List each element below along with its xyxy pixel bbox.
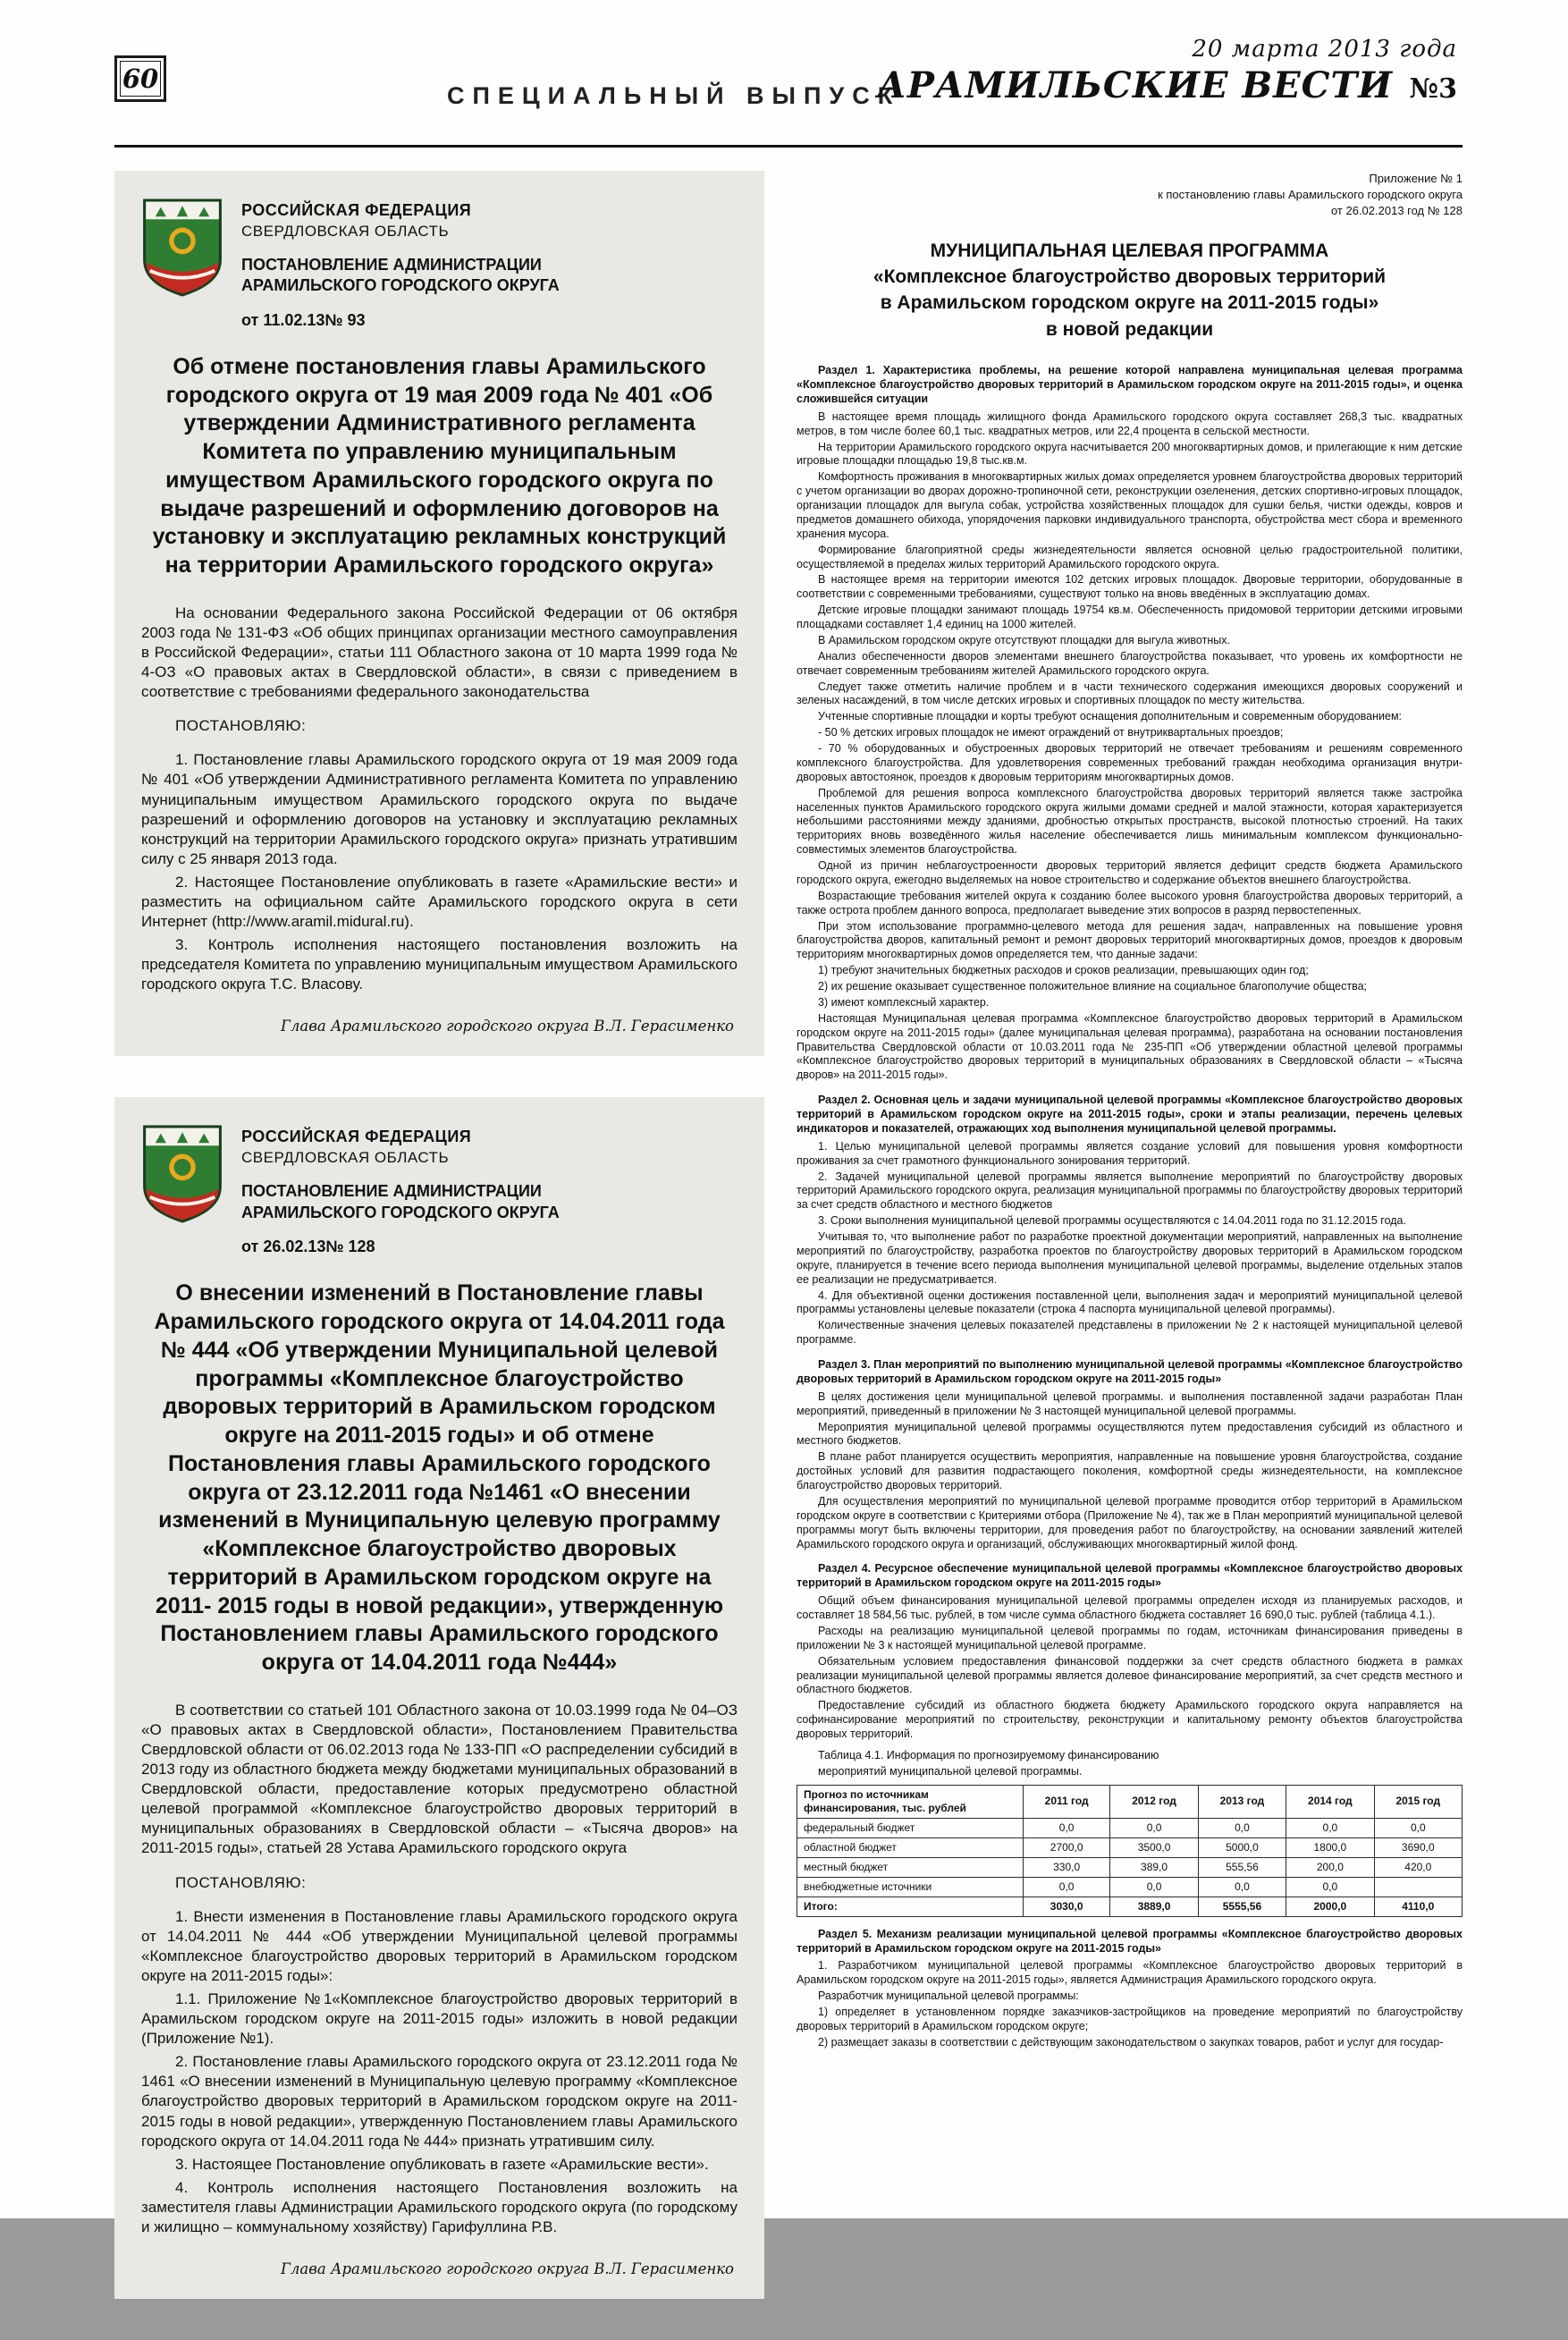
paragraph: В целях достижения цели муниципальной целевой программы. и выполнения поставленной задачи разработан План мероприятий, приведенный в приложении № 3 настоящей муниципальной целевой программы. xyxy=(797,1390,1463,1417)
section-2 xyxy=(797,1094,1463,1347)
table-cell: 2000,0 xyxy=(1286,1896,1374,1916)
table-caption-line: Таблица 4.1. Информация по прогнозируемому финансированию xyxy=(818,1748,1159,1761)
paragraph: 2) их решение оказывает существенное положительное влияние на социальное благополучие общества; xyxy=(818,980,1368,993)
signature-line: Глава Арамильского городского округа В.Л. Герасименко xyxy=(281,2260,734,2278)
table-cell: 2013 год xyxy=(1198,1785,1286,1818)
table-cell: 5555,56 xyxy=(1198,1896,1286,1916)
section-header: Раздел 4. Ресурсное обеспечение муниципальной целевой программы «Комплексное благоустройство дворовых территорий в Арамильском городском округе на 2011-2015 годы» xyxy=(797,1562,1463,1590)
left-column xyxy=(114,171,764,2340)
paragraph: - 70 % оборудованных и обустроенных дворовых территорий не отвечает требованиям и решениям современного комплексного благоустройства. Для удовлетворения современных требований граждан необходима организация внутри-дворовых автостоянок, проездов к дворовым территориям многоквартирных домов. xyxy=(797,742,1463,783)
table-cell: 0,0 xyxy=(1110,1877,1198,1896)
decree-date-number: от 11.02.13№ 93 xyxy=(241,310,366,329)
paragraph: Мероприятия муниципальной целевой программы осуществляются путем предоставления субсидий из областного и местного бюджетов. xyxy=(797,1420,1463,1448)
header-rule xyxy=(114,145,1463,148)
table-cell: Итого: xyxy=(797,1896,1024,1916)
decree-region: СВЕРДЛОВСКАЯ ОБЛАСТЬ xyxy=(241,1149,450,1167)
annex-line: к постановлению главы Арамильского городского округа xyxy=(1158,188,1463,202)
paragraph: Для осуществления мероприятий по муниципальной целевой программе проводится отбор территорий в Арамильском городском округе в соответствии с Критериями отбора (Приложение № 4), так же в План мероприятий муниципальной целевой программы могут быть включены территории, для проведения работ по благоустройству, на основании заявлений жителей Арамильского городского округа и организаций, обслуживающих многоквартирный жилой фонд. xyxy=(797,1494,1463,1550)
paragraph: Обязательным условием предоставления финансовой поддержки за счет средств областного бюджета в рамках реализации муниципальной целевой программы является долевое финансирование мероприятий, за счет средств местного и областного бюджетов. xyxy=(797,1654,1463,1696)
table-cell: 2014 год xyxy=(1286,1785,1374,1818)
table-cell: 3030,0 xyxy=(1023,1896,1109,1916)
decree-128 xyxy=(114,1097,764,2299)
section-header: Раздел 2. Основная цель и задачи муниципальной целевой программы «Комплексное благоустройство дворовых территорий в Арамильском городском округе на 2011-2015 годы», сроки и этапы реализации, перечень целевых индикаторов и показателей, отражающих ход выполнения муниципальной целевой программы. xyxy=(797,1094,1463,1135)
paragraph: Настоящая Муниципальная целевая программа «Комплексное благоустройство дворовых территорий в Арамильском городском округе на 2011-2015 годы» (далее муниципальная целевая программа), разработана на основании постановления Правительства Свердловской области от 10.03.2011 года № 235-ПП «Об утверждении областной целевой программы «Комплексное благоустройство дворовых территорий в муниципальных образованиях в Свердловской области – «Тысяча дворов» на 2011-2015 годы». xyxy=(797,1011,1463,1082)
paragraph: 3) имеют комплексный характер. xyxy=(818,995,990,1009)
section-body xyxy=(797,1140,1463,1347)
paragraph: 2) размещает заказы в соответствии с действующим законодательством о закупках товаров, работ и услуг для государ- xyxy=(818,2035,1444,2049)
decree-body xyxy=(141,604,738,995)
table-cell: 1800,0 xyxy=(1286,1837,1374,1857)
annex-line: Приложение № 1 xyxy=(1369,172,1463,185)
section-body xyxy=(797,1390,1463,1552)
table-row xyxy=(797,1818,1463,1837)
decree-93 xyxy=(114,171,764,1056)
decree-head-text xyxy=(241,198,617,330)
page-number-box xyxy=(114,55,166,102)
paragraph: При этом использование программно-целевого метода для решения задач, направленных на повышение уровня благоустройства дворов, капитальный ремонт и ремонт дворовых территорий многоквартирных домов, проездов к дворовым территориям многоквартирных домов определяется тем, что данные задачи: xyxy=(797,919,1463,961)
paragraph: Предоставление субсидий из областного бюджета бюджету Арамильского городского округа направляется на софинансирование мероприятий по строительству, реконструкции и капитальному ремонту объектов благоустройства дворовых территорий. xyxy=(797,1699,1463,1740)
special-issue-label: СПЕЦИАЛЬНЫЙ ВЫПУСК xyxy=(447,82,901,109)
paragraph: Разработчик муниципальной целевой программы: xyxy=(818,1989,1079,2003)
table-cell: 4110,0 xyxy=(1374,1896,1462,1916)
paragraph: В настоящее время площадь жилищного фонда Арамильского городского округа составляет 268,3 тыс. квадратных метров, в том числе более 60,1 тыс. квадратных метров, или 22,4 процента в сельской местности. xyxy=(797,410,1463,437)
paragraph: Проблемой для решения вопроса комплексного благоустройства дворовых территорий является также застройка населенных пунктов Арамильского городского округа жилыми домами средней и малой этажности, которая характеризуется небольшими расстояниями между зданиями, дробностью открытых пространств, высокой плотностью строений. На таких территориях вновь возведённого жилья население обеспечивается лишь минимальным комплексом функционально-совместимых элементов благоустройства. xyxy=(797,786,1463,857)
masthead-date: 20 марта 2013 года xyxy=(1192,36,1457,63)
table-cell: 389,0 xyxy=(1110,1857,1198,1877)
paragraph: ПОСТАНОВЛЯЮ: xyxy=(175,717,307,735)
table-caption-line: мероприятий муниципальной целевой программы. xyxy=(818,1764,1083,1778)
right-column xyxy=(797,171,1463,2052)
table-cell xyxy=(1374,1877,1462,1896)
decree-date-number: от 26.02.13№ 128 xyxy=(241,1238,375,1256)
table-cell: 555,56 xyxy=(1198,1857,1286,1877)
program-title xyxy=(797,238,1463,343)
paragraph: 4. Для объективной оценки достижения поставленной цели, выполнения задач и мероприятий муниципальной целевой программы установлены целевые показатели (строка 4 паспорта муниципальной целевой программы). xyxy=(797,1288,1463,1316)
program-title-line: в новой редакции xyxy=(1045,318,1214,340)
table-cell: 3500,0 xyxy=(1110,1837,1198,1857)
paragraph: Возрастающие требования жителей округа к созданию более высокого уровня благоустройства дворовых территорий, а также острота проблем данного вопроса, предполагает выведение этих вопросов в разряд первостепенных. xyxy=(797,889,1463,917)
paragraph: Одной из причин неблагоустроенности дворовых территорий является дефицит средств бюджета Арамильского городского округа, ежегодно выделяемых на новое строительство и содержание объектов внешнего благоустройства. xyxy=(797,859,1463,886)
annex-reference xyxy=(797,171,1463,220)
masthead xyxy=(877,36,1457,106)
table-cell: 3889,0 xyxy=(1110,1896,1198,1916)
paragraph: 2. Настоящее Постановление опубликовать в газете «Арамильские вести» и разместить на официальном сайте Арамильского городского округа в сети Интернет (http://www.aramil.midural.ru). xyxy=(141,873,738,931)
section-1 xyxy=(797,364,1463,1083)
section-header: Раздел 1. Характеристика проблемы, на решение которой направлена муниципальная целевая программа «Комплексное благоустройство дворовых территорий в Арамильском городском округе на 2011-2015 годы», и оценка сложившейся ситуации xyxy=(797,364,1463,405)
section-body xyxy=(797,1959,1463,2049)
table-row xyxy=(797,1896,1463,1916)
content-columns xyxy=(114,171,1463,2340)
table-cell: 5000,0 xyxy=(1198,1837,1286,1857)
decree-country: РОССИЙСКАЯ ФЕДЕРАЦИЯ xyxy=(241,201,472,219)
paragraph: Детские игровые площадки занимают площадь 19754 кв.м. Обеспеченность придомовой территории детскими игровыми площадками составляет 1,4 единиц на 1000 жителей. xyxy=(797,604,1463,630)
table-row xyxy=(797,1857,1463,1877)
table-header-row xyxy=(797,1785,1463,1818)
program-title-line: в Арамильском городском округе на 2011-2015 годы» xyxy=(880,292,1379,314)
paragraph: В соответствии со статьей 101 Областного закона от 10.03.1999 года № 04–ОЗ «О правовых актах в Свердловской области», Постановлением Правительства Свердловской области от 06.02.2013 года № 133-ПП «О распределении субсидий в 2013 году из областного бюджета между бюджетами муниципальных образований в Свердловской области, предоставление которых предусмотрено областной целевой программой «Комплексное благоустройство дворовых территорий в муниципальных образованиях в Свердловской области – «Тысяча дворов» на 2011-2015 годы», статьей 28 Устава Арамильского городского округа xyxy=(141,1701,738,1857)
paragraph: На основании Федерального закона Российской Федерации от 06 октября 2003 года № 131-ФЗ «Об общих принципах организации местного самоуправления в Российской Федерации», статьи 111 Областного закона от 10 марта 1999 года № 4-ОЗ «О правовых актах в Свердловской области», в связи с приведением в соответствие с требованиями федерального законодательства xyxy=(141,604,738,701)
decree-org: ПОСТАНОВЛЕНИЕ АДМИНИСТРАЦИИ АРАМИЛЬСКОГО ГОРОДСКОГО ОКРУГА xyxy=(241,256,560,295)
section-body xyxy=(797,1594,1463,1742)
program-title-line: МУНИЦИПАЛЬНАЯ ЦЕЛЕВАЯ ПРОГРАММА xyxy=(930,240,1329,261)
table-cell: 3690,0 xyxy=(1374,1837,1462,1857)
paragraph: 4. Контроль исполнения настоящего Постановления возложить на заместителя главы Администрации Арамильского городского округа (по городскому и жилищно – коммунальному хозяйству) Гарифуллина Р.В. xyxy=(141,2178,738,2235)
table-cell: 2700,0 xyxy=(1023,1837,1109,1857)
paragraph: В настоящее время на территории имеются 102 детских игровых площадок. Дворовые территории, оборудованные в соответствии с современными требованиями, существуют только на вновь введённых в эксплуатацию домах. xyxy=(797,573,1463,601)
paragraph: 1. Целью муниципальной целевой программы является создание условий для повышения уровня комфортности проживания за счет грамотного функционального зонирования территорий. xyxy=(797,1139,1463,1167)
table-cell: внебюджетные источники xyxy=(797,1877,1024,1896)
table-cell: 0,0 xyxy=(1110,1818,1198,1837)
table-cell: 0,0 xyxy=(1023,1877,1109,1896)
table-cell: Прогноз по источникам финансирования, тыс. рублей xyxy=(797,1785,1024,1818)
table-cell: 2015 год xyxy=(1374,1785,1462,1818)
table-cell: 0,0 xyxy=(1198,1877,1286,1896)
paragraph: 1) требуют значительных бюджетных расходов и сроков реализации, превышающих один год; xyxy=(818,964,1309,977)
paragraph: Количественные значения целевых показателей представлены в приложении № 2 к настоящей муниципальной целевой программе. xyxy=(797,1319,1463,1347)
paragraph: 3. Настоящее Постановление опубликовать в газете «Арамильские вести». xyxy=(175,2155,709,2173)
decree-org: ПОСТАНОВЛЕНИЕ АДМИНИСТРАЦИИ АРАМИЛЬСКОГО ГОРОДСКОГО ОКРУГА xyxy=(241,1182,560,1221)
issue-number: №3 xyxy=(1409,73,1457,105)
masthead-logo: АРАМИЛЬСКИЕ ВЕСТИ xyxy=(877,64,1394,106)
table-cell: 0,0 xyxy=(1286,1818,1374,1837)
table-cell: 0,0 xyxy=(1023,1818,1109,1837)
table-cell: 330,0 xyxy=(1023,1857,1109,1877)
paragraph: 1. Внести изменения в Постановление главы Арамильского городского округа от 14.04.2011 № 444 «Об утверждении Муниципальной целевой программы «Комплексное благоустройство дворовых территорий в Арамильском городском округе на 2011-2015 годы»: xyxy=(141,1907,738,1984)
decree-region: СВЕРДЛОВСКАЯ ОБЛАСТЬ xyxy=(241,223,450,240)
paragraph: 3. Сроки выполнения муниципальной целевой программы осуществляются с 14.04.2011 года по 31.12.2015 года. xyxy=(818,1214,1406,1228)
paragraph: На территории Арамильского городского округа насчитывается 200 многоквартирных домов, и прилегающие к ним детские игровые площадки площадью 19,8 тыс.кв.м. xyxy=(797,440,1463,468)
paragraph: Учитывая то, что выполнение работ по разработке проектной документации мероприятий, направленных на выполнение мероприятий по благоустройству, разработка проектов по благоустройству дворовых территорий в Арамильском городском округе, планируется в течение всего периода выполнения муниципальной целевой программы, выделение отдельных этапов ее реализации не предусматривается. xyxy=(797,1230,1463,1286)
annex-line: от 26.02.2013 год № 128 xyxy=(1330,204,1463,218)
paragraph: ПОСТАНОВЛЯЮ: xyxy=(175,1873,307,1891)
program-title-line: «Комплексное благоустройство дворовых территорий xyxy=(873,266,1387,287)
table-head xyxy=(797,1785,1463,1818)
paragraph: Анализ обеспеченности дворов элементами внешнего благоустройства показывает, что уровень их комфортности не отвечает современным требованиям жителей Арамильского городского округа. xyxy=(797,649,1463,677)
table-cell: федеральный бюджет xyxy=(797,1818,1024,1837)
table-cell: местный бюджет xyxy=(797,1857,1024,1877)
coat-of-arms-icon xyxy=(141,1124,223,1224)
paragraph: 2. Задачей муниципальной целевой программы является выполнение мероприятий по благоустройству дворовых территорий Арамильского городского округа, реализация муниципальной программы по благоустройству дворовых территорий за счет средств областного и местного бюджетов xyxy=(797,1170,1463,1212)
decree-head xyxy=(141,198,738,330)
section-3 xyxy=(797,1358,1463,1551)
paragraph: Общий объем финансирования муниципальной целевой программы определен исходя из планируемых расходов, и составляет 18 584,56 тыс. рублей, в том числе сумма областного бюджета составляет 16 690,0 тыс. рублей (таблица 4.1.). xyxy=(797,1594,1463,1621)
table-cell: областной бюджет xyxy=(797,1837,1024,1857)
section-header: Раздел 3. План мероприятий по выполнению муниципальной целевой программы «Комплексное благоустройство дворовых территорий в Арамильском городском округе на 2011-2015 годы» xyxy=(797,1358,1463,1385)
table-cell: 420,0 xyxy=(1374,1857,1462,1877)
paragraph: Следует также отметить наличие проблем и в части технического содержания имеющихся дворовых сооружений и зеленых насаждений, в том числе детских игровых и спортивных площадок по месту жительства. xyxy=(797,680,1463,707)
paragraph: 1) определяет в установленном порядке заказчиков-застройщиков на проведение мероприятий по благоустройству дворовых территорий в Арамильском городском округе; xyxy=(797,2006,1463,2032)
decree-body xyxy=(141,1701,738,2237)
paragraph: Комфортность проживания в многоквартирных жилых домах определяется уровнем благоустройства дворовых территорий с учетом организации во дворах дорожно-тропиночной сети, реконструкции озеленения, детских спортивно-игровых площадок, организации площадок для выгула собак, устройства хозяйственных площадок для сушки белья, чистки одежды, ковров и предметов домашнего обихода, упорядочения парковки индивидуального транспорта, обустройства мест сбора и временного хранения мусора. xyxy=(797,470,1463,540)
decree-head-text xyxy=(241,1124,617,1256)
section-body xyxy=(797,410,1463,1083)
coat-of-arms-icon xyxy=(141,198,223,298)
paragraph: В плане работ планируется осуществить мероприятия, направленные на повышение уровня благоустройства, создание достойных условий для развития подрастающего поколения, комфортной среды жизнедеятельности, на комплексное благоустройство дворовых территорий. xyxy=(797,1450,1463,1491)
section-5 xyxy=(797,1928,1463,2050)
paragraph: 3. Контроль исполнения настоящего постановления возложить на председателя Комитета по управлению муниципальным имуществом Арамильского городского округа Т.С. Власову. xyxy=(141,936,738,993)
paragraph: 2. Постановление главы Арамильского городского округа от 23.12.2011 года № 1461 «О внесении изменений в Муниципальную целевую программу «Комплексное благоустройство дворовых территорий в Арамильском городском округе на 2011- 2015 годы в новой редакции», утвержденную Постановлением главы Арамильского городского округа от 14.04.2011 года № 444» признать утратившим силу. xyxy=(141,2053,738,2150)
page-header xyxy=(114,30,1463,145)
table-cell: 2011 год xyxy=(1023,1785,1109,1818)
paragraph: Учтенные спортивные площадки и корты требуют оснащения дополнительным и современным оборудованием: xyxy=(818,710,1403,723)
section-header: Раздел 5. Механизм реализации муниципальной целевой программы «Комплексное благоустройство дворовых территорий в Арамильском городском округе на 2011-2015 годы» xyxy=(797,1927,1463,1955)
paragraph: 1. Разработчиком муниципальной целевой программы «Комплексное благоустройство дворовых территорий в Арамильском городском округе на 2011-2015 годы», является Администрация Арамильского городского округа. xyxy=(797,1959,1463,1987)
paragraph: 1. Постановление главы Арамильского городского округа от 19 мая 2009 года № 401 «Об утверждении Административного регламента Комитета по управлению муниципальным имуществом Арамильского городского округа по выдаче разрешений и оформлению договоров на установку и эксплуатацию рекламных конструкций на территории Арамильского городского округа» признать утратившим силу с 25 января 2013 года. xyxy=(141,751,738,867)
page-number: 60 xyxy=(122,63,159,94)
table-cell: 0,0 xyxy=(1374,1818,1462,1837)
paragraph: 1.1. Приложение №1«Комплексное благоустройство дворовых территорий в Арамильском городском округе на 2011-2015 годы» изложить в новой редакции (Приложение №1). xyxy=(141,1989,738,2048)
financing-table xyxy=(797,1785,1463,1917)
paragraph: В Арамильском городском округе отсутствуют площадки для выгула животных. xyxy=(818,633,1230,646)
table-row xyxy=(797,1877,1463,1896)
paragraph: - 50 % детских игровых площадок не имеют ограждений от внутриквартальных проездов; xyxy=(818,726,1284,739)
paragraph: Формирование благоприятной среды жизнедеятельности является основной целью градостроительной политики, осуществляемой в пределах жилых территорий Арамильского городского округа. xyxy=(797,543,1463,570)
table-body xyxy=(797,1818,1463,1916)
paragraph: Расходы на реализацию муниципальной целевой программы по годам, источникам финансирования приведены в приложении № 3 к настоящей муниципальной целевой программе. xyxy=(797,1624,1463,1652)
table-cell: 200,0 xyxy=(1286,1857,1374,1877)
decree-country: РОССИЙСКАЯ ФЕДЕРАЦИЯ xyxy=(241,1128,472,1146)
masthead-row xyxy=(877,64,1457,106)
table-cell: 0,0 xyxy=(1198,1818,1286,1837)
signature-line: Глава Арамильского городского округа В.Л. Герасименко xyxy=(281,1018,734,1035)
table-cell: 0,0 xyxy=(1286,1877,1374,1896)
decree-title: О внесении изменений в Постановление главы Арамильского городского округа от 14.04.2011 года № 444 «Об утверждении Муниципальной целевой программы «Комплексное благоустройство дворовых территорий в Арамильском городском округе на 2011-2015 годы» и об отмене Постановления главы Арамильского городского округа от 23.12.2011 года №1461 «О внесении изменений в Муниципальную целевую программу «Комплексное благоустройство дворовых территорий в Арамильском городском округе на 2011- 2015 годы в новой редакции», утвержденную Постановлением главы Арамильского городского округа от 14.04.2011 года №444» xyxy=(154,1280,725,1675)
section-4 xyxy=(797,1562,1463,1916)
table-cell: 2012 год xyxy=(1110,1785,1198,1818)
table-row xyxy=(797,1837,1463,1857)
decree-title: Об отмене постановления главы Арамильского городского округа от 19 мая 2009 года № 401 «Об утверждении Административного регламента Комитета по управлению муниципальным имуществом Арамильского городского округа по выдаче разрешений и оформлению договоров на установку и эксплуатацию рекламных конструкций на территории Арамильского городского округа» xyxy=(152,353,727,579)
table-caption xyxy=(797,1749,1463,1779)
decree-head xyxy=(141,1124,738,1256)
